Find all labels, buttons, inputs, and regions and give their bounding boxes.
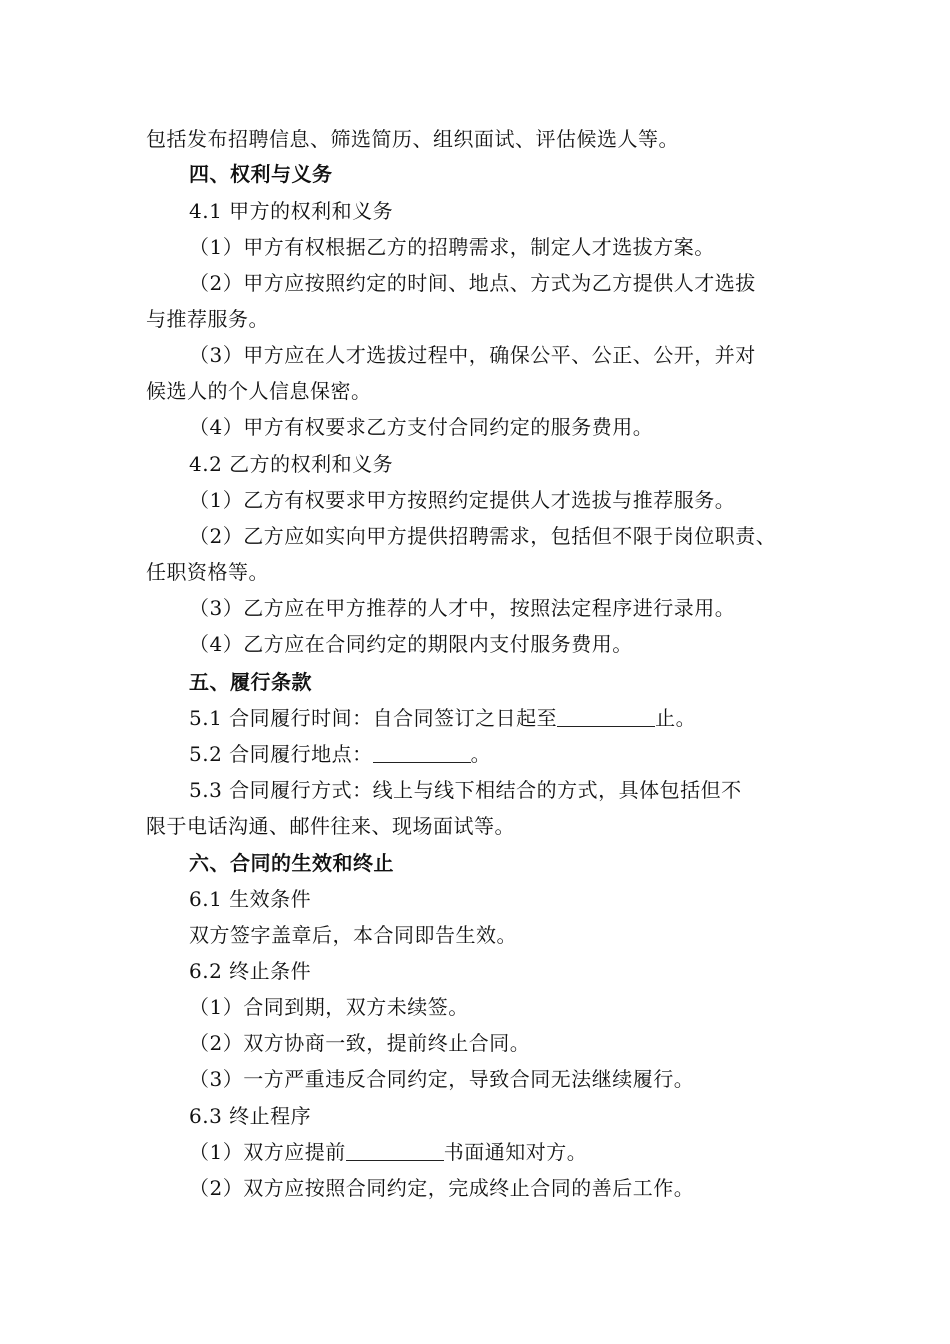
subsection-heading [0, 450, 950, 478]
line-text: （3）一方严重违反合同约定，导致合同无法继续履行。 [189, 1067, 695, 1091]
list-item [0, 341, 950, 369]
list-item [0, 269, 950, 297]
fill-in-blank [557, 706, 655, 727]
line-text: （4）甲方有权要求乙方支付合同约定的服务费用。 [189, 415, 654, 439]
list-item [0, 413, 950, 441]
subsection-heading [0, 197, 950, 225]
line-text: 候选人的个人信息保密。 [146, 379, 372, 403]
clause-line [0, 740, 950, 768]
line-text: （2）乙方应如实向甲方提供招聘需求，包括但不限于岗位职责、 [189, 524, 777, 548]
subsection-heading [0, 957, 950, 985]
line-text: 4.2 乙方的权利和义务 [189, 452, 394, 476]
line-text: 任职资格等。 [146, 560, 269, 584]
line-text: （1）合同到期，双方未续签。 [189, 995, 469, 1019]
paragraph-line [0, 558, 950, 586]
line-text: 包括发布招聘信息、筛选简历、组织面试、评估候选人等。 [146, 127, 679, 151]
list-item [0, 993, 950, 1021]
line-text: （3）乙方应在甲方推荐的人才中，按照法定程序进行录用。 [189, 596, 736, 620]
line-text-before-blank: （1）双方应提前 [189, 1140, 346, 1164]
line-text-before-blank: 5.2 合同履行地点： [189, 742, 373, 766]
line-text-after-blank: 止。 [655, 706, 697, 730]
section-heading-effect-termination [0, 849, 950, 877]
heading-text: 四、权利与义务 [189, 162, 333, 186]
line-text: 限于电话沟通、邮件往来、现场面试等。 [146, 814, 515, 838]
list-item [0, 1029, 950, 1057]
line-text: 5.3 合同履行方式：线上与线下相结合的方式，具体包括但不 [189, 778, 742, 802]
paragraph-line [0, 377, 950, 405]
list-item [0, 486, 950, 514]
list-item [0, 630, 950, 658]
line-text: 6.1 生效条件 [189, 887, 312, 911]
line-text: 双方签字盖章后，本合同即告生效。 [189, 923, 517, 947]
line-text-before-blank: 5.1 合同履行时间：自合同签订之日起至 [189, 706, 558, 730]
clause-line [0, 704, 950, 732]
list-item [0, 522, 950, 550]
clause-line [0, 776, 950, 804]
line-text: （3）甲方应在人才选拔过程中，确保公平、公正、公开，并对 [189, 343, 756, 367]
subsection-heading [0, 885, 950, 913]
line-text-after-blank: 书面通知对方。 [443, 1140, 588, 1164]
fill-in-blank [346, 1140, 444, 1161]
list-item [0, 1138, 950, 1166]
subsection-heading [0, 1102, 950, 1130]
line-text: （4）乙方应在合同约定的期限内支付服务费用。 [189, 632, 633, 656]
paragraph-line [0, 125, 950, 153]
list-item [0, 1174, 950, 1202]
paragraph-line [0, 305, 950, 333]
line-text: 6.2 终止条件 [189, 959, 312, 983]
paragraph-line [0, 812, 950, 840]
heading-text: 五、履行条款 [189, 670, 312, 694]
section-heading-performance [0, 668, 950, 696]
section-heading-rights [0, 160, 950, 188]
line-text: （2）甲方应按照约定的时间、地点、方式为乙方提供人才选拔 [189, 271, 756, 295]
line-text: （2）双方协商一致，提前终止合同。 [189, 1031, 531, 1055]
line-text: （1）甲方有权根据乙方的招聘需求，制定人才选拔方案。 [189, 235, 715, 259]
line-text: 6.3 终止程序 [189, 1104, 312, 1128]
paragraph-line [0, 921, 950, 949]
list-item [0, 233, 950, 261]
heading-text: 六、合同的生效和终止 [189, 851, 394, 875]
line-text: （2）双方应按照合同约定，完成终止合同的善后工作。 [189, 1176, 695, 1200]
list-item [0, 594, 950, 622]
line-text: 4.1 甲方的权利和义务 [189, 199, 394, 223]
line-text: 与推荐服务。 [146, 307, 269, 331]
fill-in-blank [373, 742, 471, 763]
line-text-after-blank: 。 [470, 742, 492, 766]
line-text: （1）乙方有权要求甲方按照约定提供人才选拔与推荐服务。 [189, 488, 736, 512]
list-item [0, 1065, 950, 1093]
